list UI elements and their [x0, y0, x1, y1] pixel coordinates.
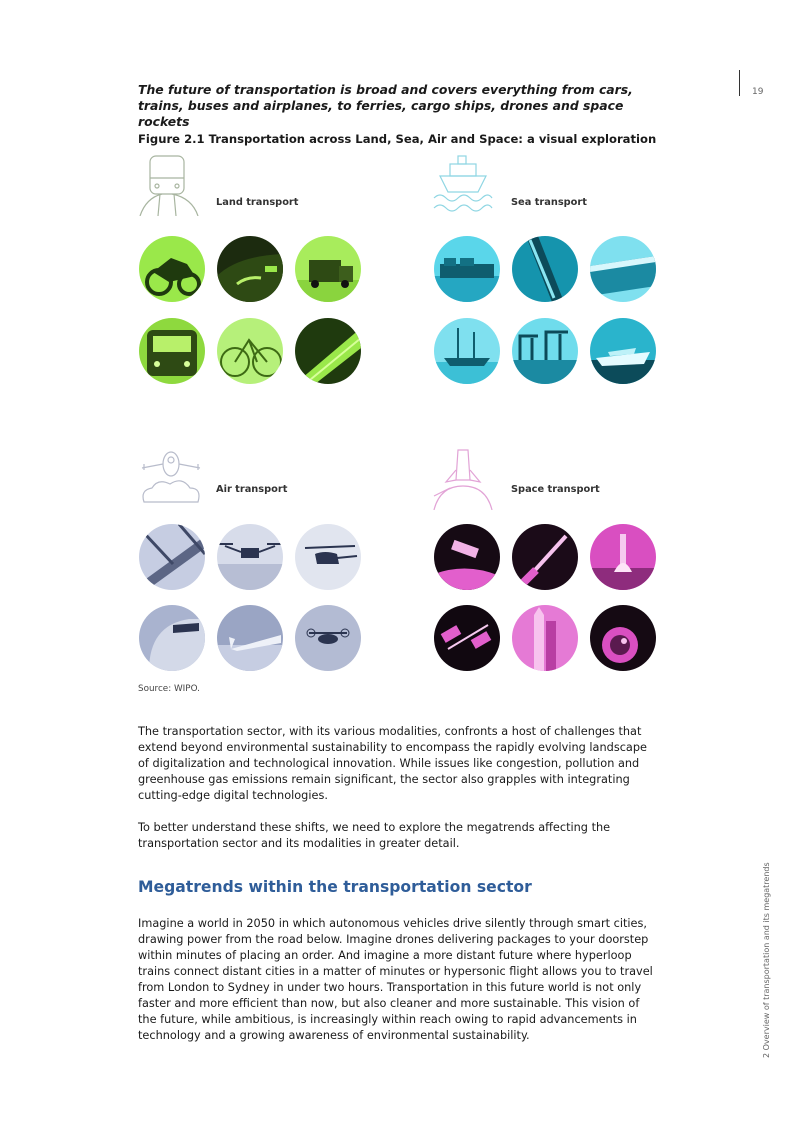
- fishing-boat-photo: [434, 318, 500, 384]
- drone-photo: [217, 524, 283, 590]
- bicycle-photo: [217, 318, 283, 384]
- body-paragraph-3: Imagine a world in 2050 in which autonomous vehicles drive silently through smart cities, drawing power from the road below. Imagine drones delivering packages to your doorstep within minutes of placing an order. And imagine a more distant future where hyperloop trains connect distant cities in a matter of minutes or hypersonic flight allows you to travel from London to Sydney in under two hours. Transportation in this future world is not only faster and more efficient than now, but also cleaner and more sustainable. This vision of the future, while ambitious, is increasingly within reach owing to rapid advancements in technology and a growing awareness of environmental sustainability.: [138, 917, 653, 1042]
- space-station-photo: [434, 605, 500, 671]
- page-number: 19: [752, 87, 764, 97]
- rocket-launch-photo: [512, 524, 578, 590]
- figure-title: Figure 2.1 Transportation across Land, Sea, Air and Space: a visual exploration: [138, 132, 657, 146]
- airplane-line-icon: [138, 446, 204, 510]
- motorcycle-photo: [139, 236, 205, 302]
- ship-line-icon: [432, 154, 494, 216]
- figure-source: Source: WIPO.: [138, 684, 200, 694]
- train-photo: [139, 318, 205, 384]
- astronaut-photo: [590, 605, 656, 671]
- sea-transport-label: Sea transport: [511, 197, 587, 208]
- body-paragraph-1: The transportation sector, with its various modalities, confronts a host of challenges that extend beyond environmental sustainability to encompass the rapidly evolving landscape of digitalization and technological innovation. While issues like congestion, pollution and greenhouse gas emissions remain significant, the sector also grapples with integrating cutting-edge digital technologies.: [138, 725, 647, 802]
- air-taxi-photo: [295, 605, 361, 671]
- land-transport-label: Land transport: [216, 197, 299, 208]
- air-transport-label: Air transport: [216, 484, 288, 495]
- wind-turbine-aircraft-photo: [139, 524, 205, 590]
- section-heading: Megatrends within the transportation sector: [138, 878, 532, 896]
- lead-text: The future of transportation is broad and covers everything from cars, trains, buses and airplanes, to ferries, cargo ships, drones and space rockets: [138, 82, 633, 129]
- launch-pad-photo: [590, 524, 656, 590]
- yacht-photo: [590, 318, 656, 384]
- port-cranes-photo: [512, 318, 578, 384]
- space-transport-label: Space transport: [511, 484, 600, 495]
- truck-photo: [295, 236, 361, 302]
- airplane-nose-photo: [139, 605, 205, 671]
- harbor-aerial-photo: [512, 236, 578, 302]
- helicopter-photo: [295, 524, 361, 590]
- cruise-ship-photo: [590, 236, 656, 302]
- container-ship-photo: [434, 236, 500, 302]
- body-paragraph-2: To better understand these shifts, we need to explore the megatrends affecting the transportation sector and its modalities in greater detail.: [138, 821, 611, 850]
- train-line-icon: [138, 154, 200, 216]
- high-speed-train-photo: [295, 318, 361, 384]
- rocket-closeup-photo: [512, 605, 578, 671]
- space-telescope-photo: [434, 524, 500, 590]
- rocket-line-icon: [432, 446, 494, 510]
- car-photo: [217, 236, 283, 302]
- page-number-rule: [739, 70, 740, 96]
- airplane-wing-photo: [217, 605, 283, 671]
- section-side-label: 2 Overview of transportation and its megatrends: [762, 862, 771, 1058]
